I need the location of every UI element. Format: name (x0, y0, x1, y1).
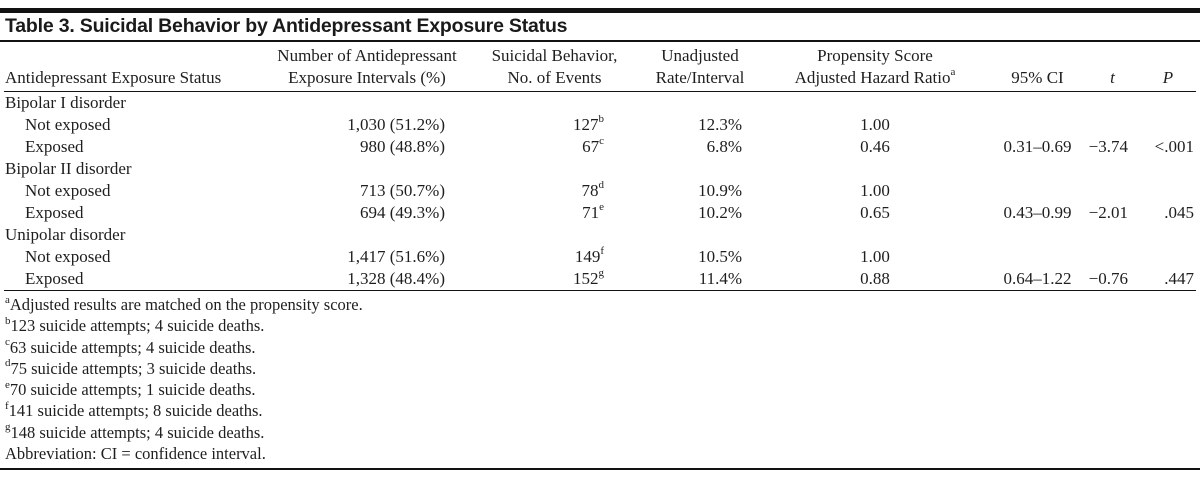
data-table (4, 42, 1196, 291)
table-row (4, 136, 1196, 158)
cell-rate: 12.3% (698, 115, 742, 134)
group-label: Unipolar disorder (5, 225, 126, 244)
cell-rate: 10.5% (698, 247, 742, 266)
footnote-marker-f: f (600, 245, 604, 258)
footnote-d: $^d$75 suicide attempts; 3 suicide deaths. (5, 357, 257, 378)
group-row-bipolar-2 (4, 158, 1196, 180)
footnote-a: $^a$Adjusted results are matched on the propensity score. (5, 293, 363, 314)
table-row (4, 180, 1196, 202)
cell-p (1140, 246, 1196, 268)
cell-intervals: 694 (49.3%) (360, 203, 445, 222)
cell-t (1085, 246, 1140, 268)
cell-rate: 11.4% (698, 269, 742, 288)
group-row-bipolar-1 (4, 92, 1196, 115)
group-label: Bipolar I disorder (5, 93, 126, 112)
cell-rate: 6.8% (706, 137, 742, 156)
cell-events: 67$^c$ (582, 135, 604, 156)
footnote-c: $^c$63 suicide attempts; 4 suicide deaths. (5, 336, 256, 357)
cell-p: .045 (1164, 203, 1194, 222)
row-label: Not exposed (25, 181, 111, 200)
cell-intervals: 1,328 (48.4%) (347, 269, 445, 288)
cell-hazard-ratio: 1.00 (860, 115, 890, 134)
col-header-exposure-status: Antidepressant Exposure Status (4, 42, 265, 92)
cell-ci (990, 114, 1085, 136)
cell-p: <.001 (1154, 137, 1194, 156)
cell-p (1140, 114, 1196, 136)
cell-rate: 10.9% (698, 181, 742, 200)
cell-events: 149$^f$ (574, 245, 604, 266)
col-header-hazard-ratio: Propensity Score Adjusted Hazard Ratio$^a$ (760, 42, 990, 92)
footnotes (5, 294, 1196, 464)
cell-hazard-ratio: 0.46 (860, 137, 890, 156)
table-header (4, 42, 1196, 92)
col-header-intervals: Number of Antidepressant Exposure Intervals (%) (265, 42, 469, 92)
table-title: Table 3. Suicidal Behavior by Antidepressant Exposure Status (0, 13, 1200, 42)
cell-t: −0.76 (1088, 269, 1128, 288)
cell-p: .447 (1164, 269, 1194, 288)
cell-ci (990, 246, 1085, 268)
group-label: Bipolar II disorder (5, 159, 132, 178)
footnote-marker-c: c (599, 135, 604, 148)
col-header-t: t (1085, 42, 1140, 92)
row-label: Exposed (25, 269, 84, 288)
col-header-events: Suicidal Behavior, No. of Events (469, 42, 640, 92)
cell-t (1085, 180, 1140, 202)
table-row (4, 268, 1196, 291)
cell-t: −3.74 (1088, 137, 1128, 156)
table-row (4, 114, 1196, 136)
cell-hazard-ratio: 0.65 (860, 203, 890, 222)
footnote-marker-a: a (950, 66, 956, 79)
cell-events: 71e (582, 201, 604, 222)
row-label: Not exposed (25, 115, 111, 134)
cell-ci: 0.64–1.22 (1003, 269, 1072, 288)
footnote-marker-d: d (598, 179, 604, 192)
bottom-rule (0, 468, 1200, 470)
footnote-marker-e: e (599, 201, 604, 214)
cell-events: 152$^g$ (573, 267, 604, 288)
footnote-f: $^f$141 suicide attempts; 8 suicide deaths. (5, 399, 263, 421)
cell-hazard-ratio: 1.00 (860, 247, 890, 266)
cell-hazard-ratio: 0.88 (860, 269, 890, 288)
cell-intervals: 980 (48.8%) (360, 137, 445, 156)
cell-hazard-ratio: 1.00 (860, 181, 890, 200)
cell-t: −2.01 (1088, 203, 1128, 222)
table-body (4, 92, 1196, 291)
table-row (4, 246, 1196, 268)
cell-intervals: 713 (50.7%) (360, 181, 445, 200)
cell-p (1140, 180, 1196, 202)
footnote-g: $^g$148 suicide attempts; 4 suicide deaths. (5, 421, 265, 442)
footnote-marker-g: g (598, 267, 604, 280)
footnote-marker-b: b (598, 113, 604, 126)
cell-intervals: 1,030 (51.2%) (347, 115, 445, 134)
col-header-p: P (1140, 42, 1196, 92)
col-header-ci: 95% CI (990, 42, 1085, 92)
cell-ci (990, 180, 1085, 202)
cell-ci: 0.43–0.99 (1003, 203, 1072, 222)
col-header-rate: Unadjusted Rate/Interval (640, 42, 760, 92)
row-label: Exposed (25, 137, 84, 156)
footnote-e: $^e$70 suicide attempts; 1 suicide deaths. (5, 378, 256, 400)
row-label: Exposed (25, 203, 84, 222)
cell-events: 78$^d$ (581, 179, 604, 200)
cell-ci: 0.31–0.69 (1003, 137, 1072, 156)
cell-rate: 10.2% (698, 203, 742, 222)
row-label: Not exposed (25, 247, 111, 266)
table-row (4, 202, 1196, 224)
group-row-unipolar (4, 224, 1196, 246)
footnote-b: $^b$123 suicide attempts; 4 suicide deaths. (5, 314, 265, 336)
cell-events: 127$^b$ (573, 113, 604, 134)
footnote-abbreviation: Abbreviation: CI = confidence interval. (5, 444, 266, 464)
cell-t (1085, 114, 1140, 136)
cell-intervals: 1,417 (51.6%) (347, 247, 445, 266)
